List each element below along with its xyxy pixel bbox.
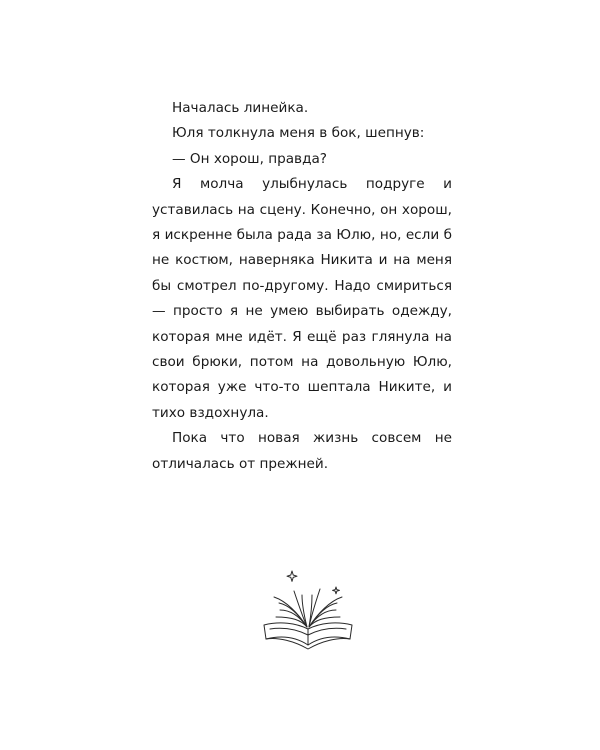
paragraph-1: Началась линейка. <box>172 100 309 116</box>
paragraph-3: — Он хорош, правда? <box>172 150 328 167</box>
sparkle-icon <box>287 571 297 581</box>
paragraph-4: Я молча улыбнулась подруге и уставилась на сцену. Конечно, он хорош, я искренне была рада за Юлю, но, если б не костюм, наверняка Никита и на меня бы смотрел по-другому. Надо смириться — просто я не умею выбирать одежду, которая мне идёт. Я ещё раз глянула на свои брюки, потом на довольную Юлю, которая уже что-то шептала Никите, и тихо вздохнула. <box>152 176 452 421</box>
paragraph-5: Пока что новая жизнь совсем не отличалась от прежней. <box>152 430 452 472</box>
sparkle-icon <box>333 587 340 594</box>
open-book-icon <box>258 565 358 657</box>
chapter-text <box>152 96 452 477</box>
paragraph-2: Юля толкнула меня в бок, шепнув: <box>172 125 425 142</box>
